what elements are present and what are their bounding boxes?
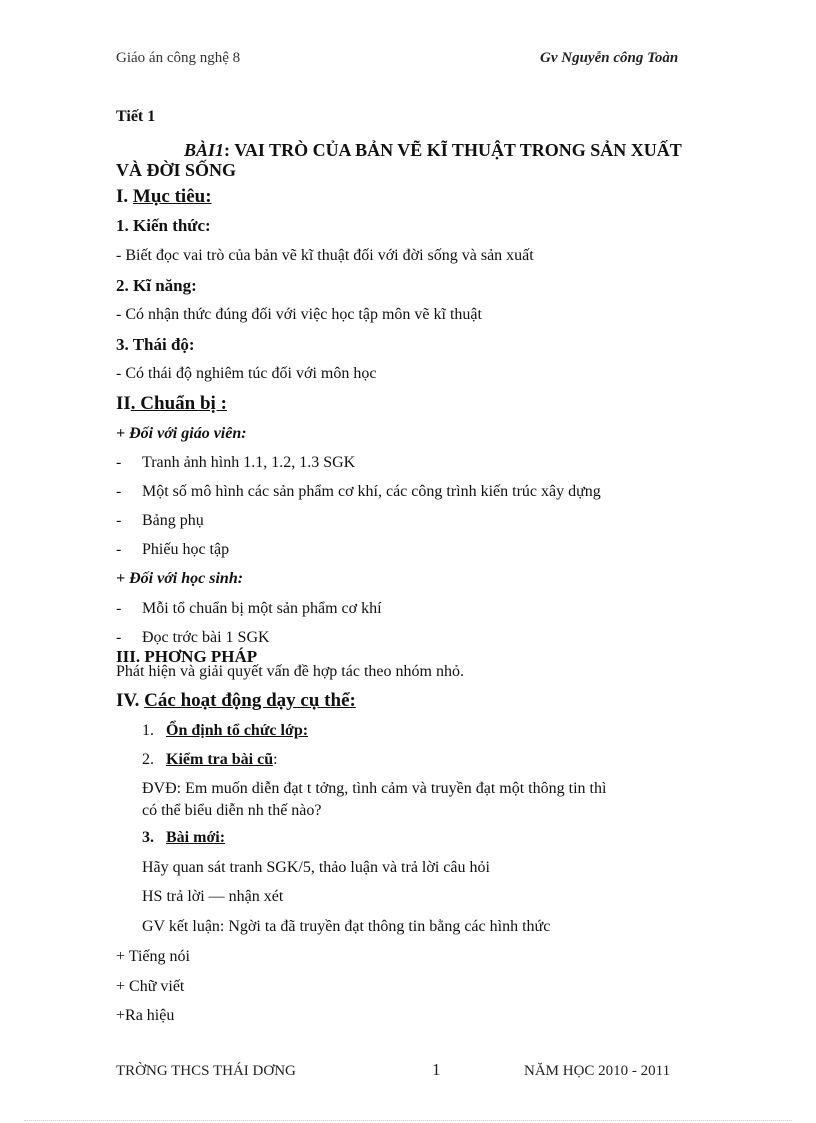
lesson-title-text: : VAI TRÒ CỦA BẢN VẼ KĨ THUẬT TRONG SẢN XUẤT [224,140,682,160]
list-item: - Phiếu học tập [116,541,230,558]
lesson-title-line2: VÀ ĐỜI SỐNG [116,160,237,180]
section-4-heading [116,690,356,712]
list-item: + Tiếng nói [116,948,190,965]
new-lesson-p2: HS trả lời — nhận xét [142,888,284,905]
activity-item-2: 2. Kiểm tra bài cũ: [142,751,278,768]
footer-school: TRỜNG THCS THÁI DƠNG [116,1063,296,1079]
new-lesson-p1: Hãy quan sát tranh SGK/5, thảo luận và trả lời câu hỏi [142,859,490,876]
lesson-period: Tiết 1 [116,108,156,125]
section-1-heading [116,186,212,208]
list-item: + Chữ viết [116,978,185,995]
lesson-title [184,140,682,161]
list-item: - Một số mô hình các sản phẩm cơ khí, các công trình kiến trúc xây dựng [116,483,601,500]
list-item: - Đọc trớc bài 1 SGK [116,629,270,646]
skills-text: - Có nhận thức đúng đối với việc học tập môn vẽ kĩ thuật [116,306,482,323]
activity-item-1: 1. Ổn định tổ chức lớp: [142,722,309,739]
section-2-heading [116,393,227,415]
section-3-heading: III. PHƠNG PHÁP [116,647,258,666]
student-heading: + Đối với học sinh: [116,570,244,587]
section-3-text: Phát hiện và giải quyết vấn đề hợp tác theo nhóm nhỏ. [116,663,464,680]
teacher-heading: + Đối với giáo viên: [116,425,247,442]
section-4-title: Các hoạt động dạy cụ thể: [144,690,356,711]
section-1-roman: I. [116,186,129,207]
knowledge-text: - Biết đọc vai trò của bản vẽ kĩ thuật đối với đời sống và sản xuất [116,247,534,264]
new-lesson-p3: GV kết luận: Ngời ta đã truyền đạt thông tin bằng các hình thức [142,918,551,935]
footer-page-number: 1 [432,1060,441,1079]
skills-heading: 2. Kĩ năng: [116,276,197,295]
section-1-title: Mục tiêu: [132,186,212,207]
dvd-line-2: có thể biểu diễn nh thế nào? [142,802,322,819]
footer-school-year: NĂM HỌC 2010 - 2011 [524,1063,671,1079]
section-4-roman: IV. [116,690,140,711]
dvd-line-1: ĐVĐ: Em muốn diễn đạt t tởng, tình cảm và truyền đạt một thông tin thì [142,780,607,797]
knowledge-heading: 1. Kiến thức: [116,216,211,235]
attitude-text: - Có thái độ nghiêm túc đối với môn học [116,365,377,382]
page-bottom-divider [24,1120,792,1121]
list-item: - Mỗi tổ chuẩn bị một sản phẩm cơ khí [116,600,382,617]
list-item: +Ra hiệu [116,1007,175,1024]
section-2-roman: II [116,393,131,414]
header-subject: Giáo án công nghệ 8 [116,50,241,66]
header-teacher: Gv Nguyễn công Toàn [540,50,679,66]
activity-item-3: 3. Bài mới: [142,829,226,846]
list-item: - Tranh ảnh hình 1.1, 1.2, 1.3 SGK [116,454,356,471]
list-item: - Bảng phụ [116,512,204,529]
lesson-title-prefix: BÀI1 [184,140,225,160]
section-2-title: . Chuẩn bị : [130,393,227,414]
attitude-heading: 3. Thái độ: [116,335,195,354]
